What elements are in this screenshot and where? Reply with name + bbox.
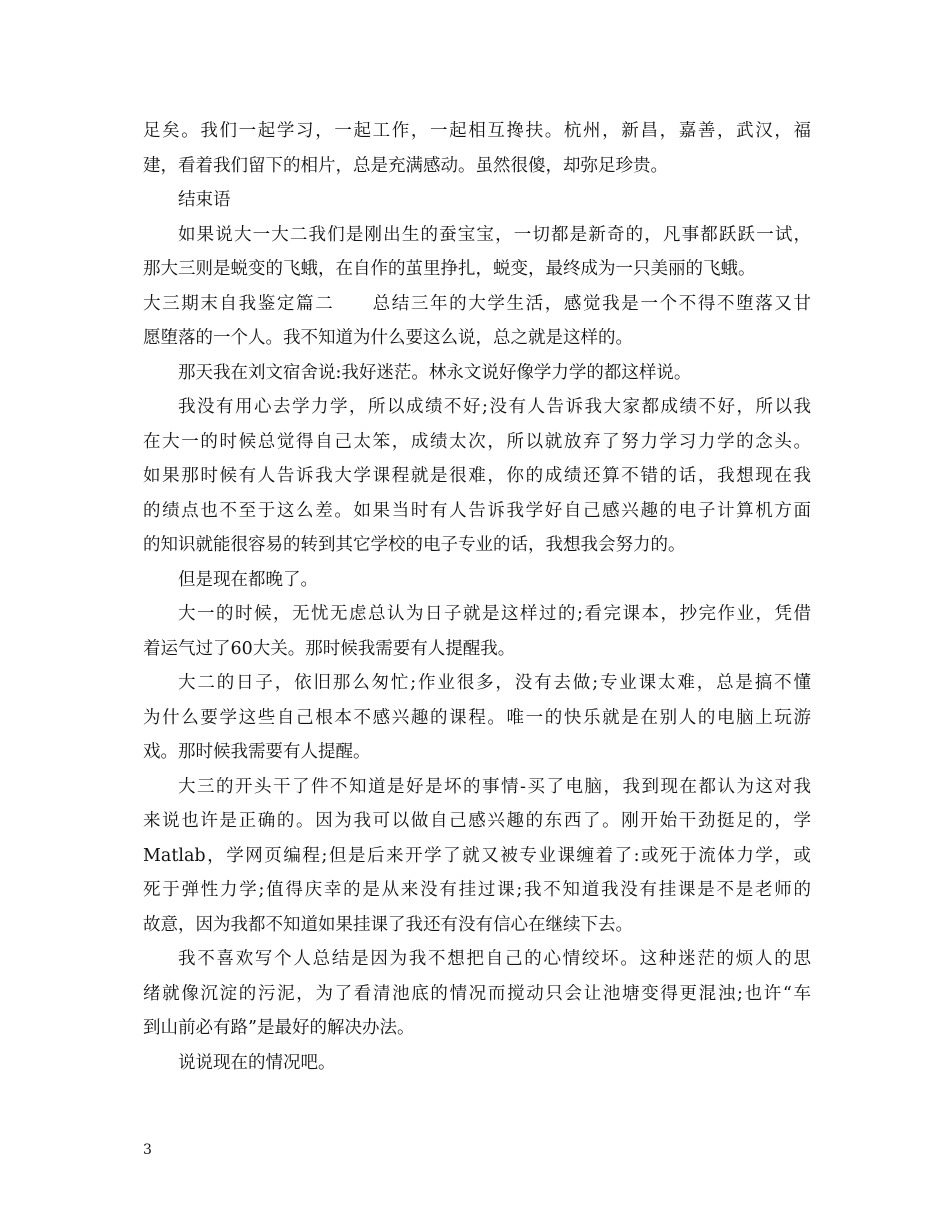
text-line: 到山前必有路”是最好的解决办法。 — [143, 1018, 415, 1038]
text-line: 绪就像沉淀的污泥，为了看清池底的情况而搅动只会让池塘变得更混浊;也许“车 — [143, 983, 811, 1004]
page-number: 3 — [143, 1142, 152, 1158]
text-line: 来说也许是正确的。因为我可以做自己感兴趣的东西了。刚开始干劲挺足的，学 — [143, 811, 811, 831]
text-line: 大二的日子，依旧那么匆忙;作业很多，没有去做;专业课太难，总是搞不懂 — [178, 673, 811, 693]
body-text — [143, 114, 811, 1080]
text-line: 建，看着我们留下的相片，总是充满感动。虽然很傻，却弥足珍贵。 — [143, 155, 668, 176]
text-line: 大三的开头干了件不知道是好是坏的事情-买了电脑，我到现在都认为这对我 — [178, 776, 811, 797]
text-line: 的知识就能很容易的转到其它学校的电子专业的话，我想我会努力的。 — [143, 535, 686, 555]
text-line: 着运气过了60大关。那时候我需要有人提醒我。 — [143, 638, 516, 659]
text-line: 如果那时候有人告诉我大学课程就是很难，你的成绩还算不错的话，我想现在我 — [143, 466, 811, 486]
text-line: 在大一的时候总觉得自己太笨，成绩太次，所以就放弃了努力学习力学的念头。 — [143, 431, 811, 452]
text-line: 大三期末自我鉴定篇二 总结三年的大学生活，感觉我是一个不得不堕落又甘 — [143, 293, 811, 314]
text-line: 戏。那时候我需要有人提醒。 — [143, 742, 371, 762]
text-line: 故意，因为我都不知道如果挂课了我还有没有信心在继续下去。 — [143, 914, 633, 935]
text-line: 但是现在都晚了。 — [178, 569, 318, 590]
text-line: 那天我在刘文宿舍说:我好迷茫。林永文说好像学力学的都这样说。 — [178, 362, 692, 383]
section-heading: 结束语 — [178, 190, 231, 210]
text-line: 说说现在的情况吧。 — [178, 1052, 336, 1073]
text-line: 我没有用心去学力学，所以成绩不好;没有人告诉我大家都成绩不好，所以我 — [178, 397, 811, 417]
text-line: 的绩点也不至于这么差。如果当时有人告诉我学好自己感兴趣的电子计算机方面 — [143, 500, 811, 521]
text-line: 为什么要学这些自己根本不感兴趣的课程。唯一的快乐就是在别人的电脑上玩游 — [143, 707, 811, 728]
text-line: 死于弹性力学;值得庆幸的是从来没有挂过课;我不知道我没有挂课是不是老师的 — [143, 880, 811, 900]
text-line: 如果说大一大二我们是刚出生的蚕宝宝，一切都是新奇的，凡事都跃跃一试， — [178, 224, 811, 245]
text-line: 足矣。我们一起学习，一起工作，一起相互搀扶。杭州，新昌，嘉善，武汉，福 — [143, 121, 811, 141]
text-line: Matlab，学网页编程;但是后来开学了就又被专业课缠着了:或死于流体力学，或 — [143, 845, 811, 866]
text-line: 愿堕落的一个人。我不知道为什么要这么说，总之就是这样的。 — [143, 328, 633, 348]
text-line: 那大三则是蜕变的飞蛾，在自作的茧里挣扎，蜕变，最终成为一只美丽的飞蛾。 — [143, 259, 756, 279]
text-line: 大一的时候，无忧无虑总认为日子就是这样过的;看完课本，抄完作业，凭借 — [178, 604, 811, 624]
text-line: 我不喜欢写个人总结是因为我不想把自己的心情绞坏。这种迷茫的烦人的思 — [178, 949, 811, 969]
